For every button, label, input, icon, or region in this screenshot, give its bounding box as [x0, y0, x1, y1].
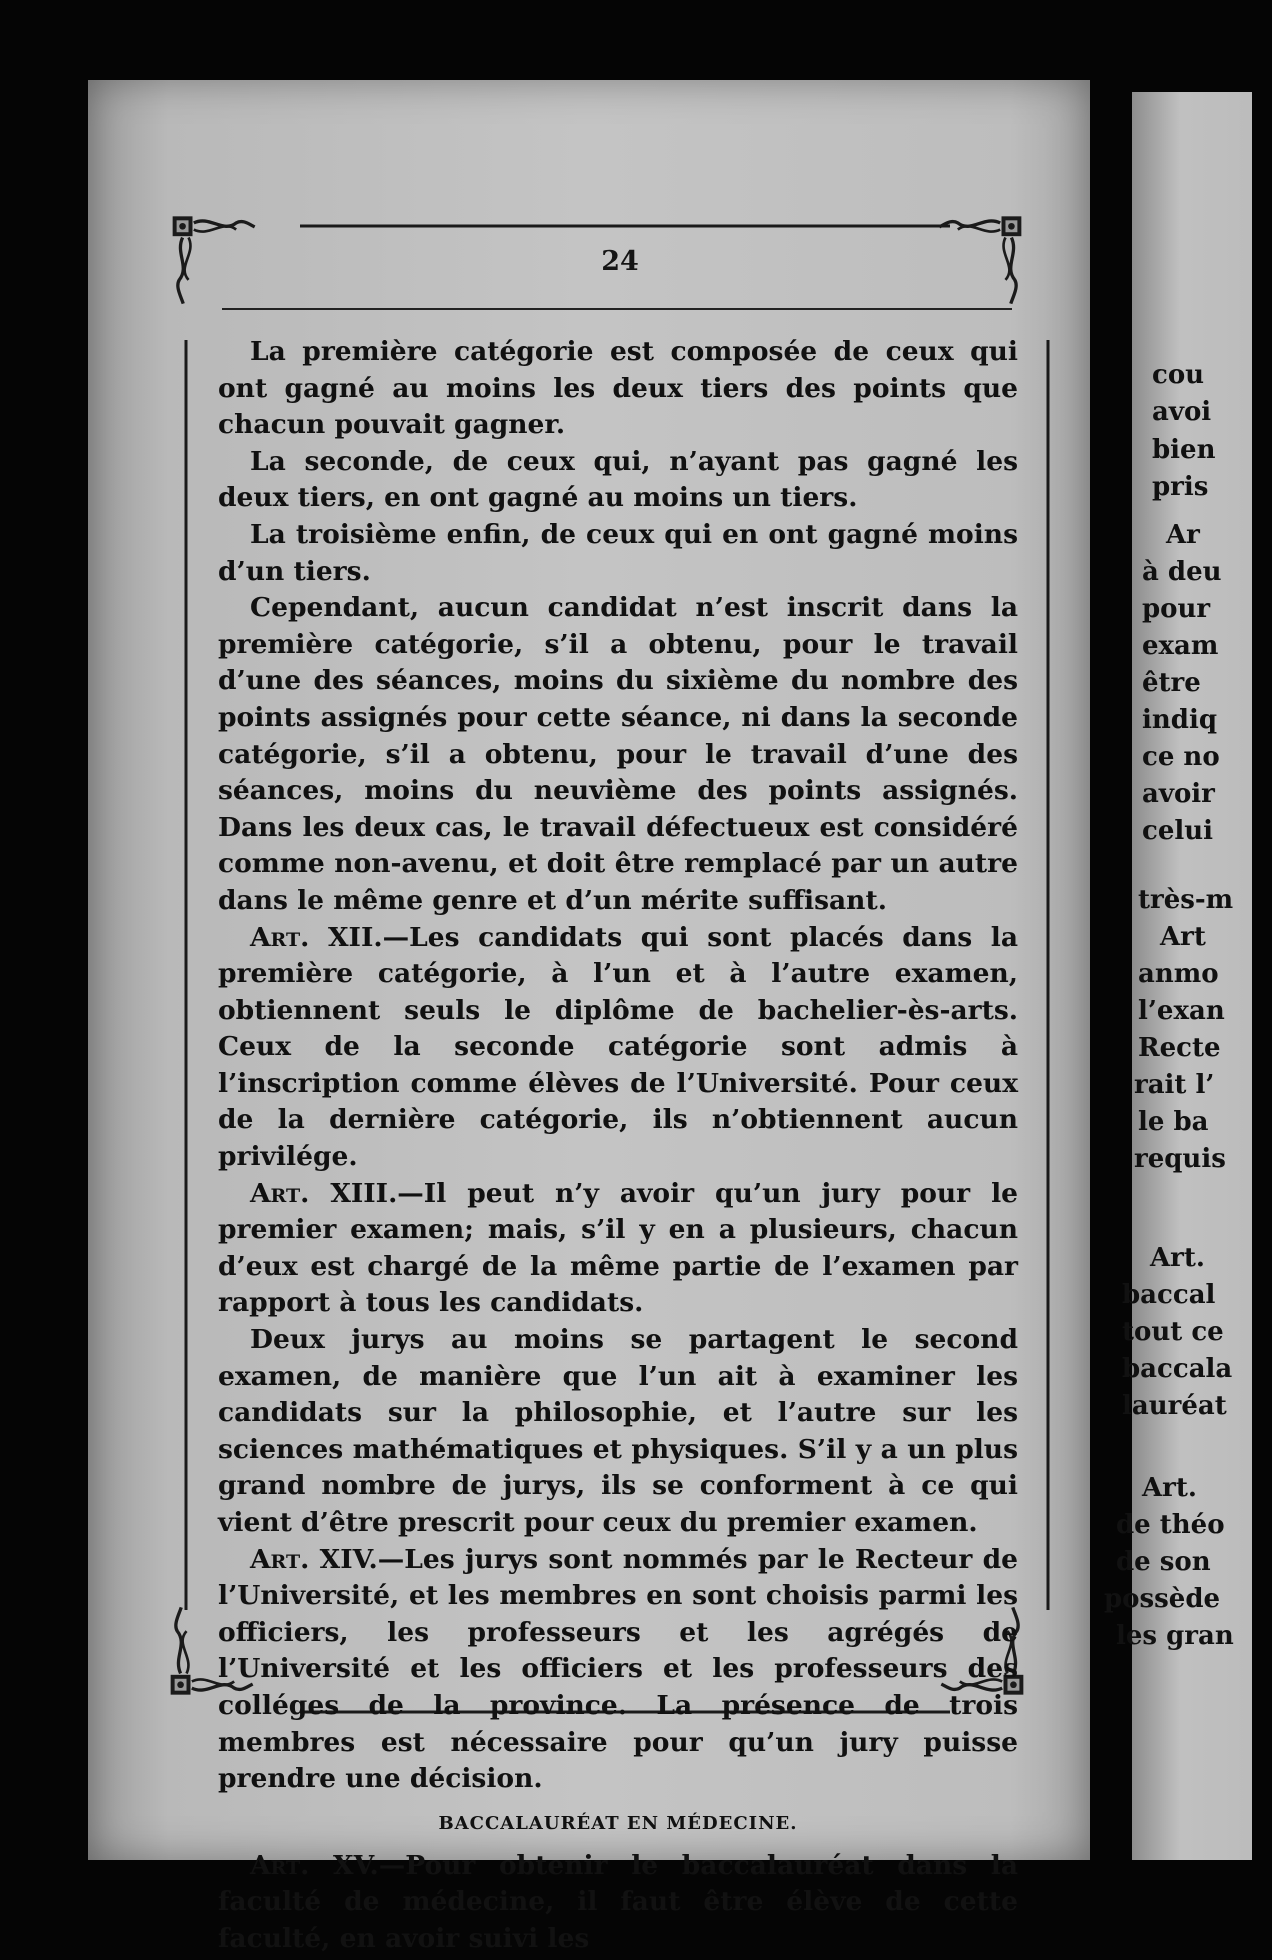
adjacent-page-fragment: de son [1116, 1547, 1211, 1577]
adjacent-page-fragment: très-m [1138, 885, 1234, 915]
adjacent-page-fragment: les gran [1116, 1621, 1234, 1651]
section-heading: BACCALAURÉAT EN MÉDECINE. [438, 1812, 798, 1834]
article-label: Art. XIII. [250, 1177, 398, 1209]
adjacent-page-fragment: Ar [1166, 520, 1200, 550]
adjacent-page-fragment: anmo [1138, 959, 1219, 989]
adjacent-page-fragment: pris [1152, 472, 1209, 502]
adjacent-page-fragment: le ba [1138, 1107, 1209, 1137]
article-paragraph [218, 1176, 1018, 1322]
header-rule [222, 308, 1012, 310]
adjacent-page-fragment: ce no [1142, 742, 1220, 772]
adjacent-page-fragment: baccal [1122, 1280, 1216, 1310]
paragraph: Cependant, aucun candidat n’est inscrit dans la première catégorie, s’il a obtenu, pour le travail d’une des séances, moins du sixième du nombre des points assignés pour cette séance, ni dans la seconde catégorie, s’il a obtenu, pour le travail d’une des séances, moins du neuvième des points assignés. Dans les deux cas, le travail défectueux est considéré comme non-avenu, et doit être remplacé par un autre dans le même genre et d’un mérite suffisant. [218, 592, 1018, 916]
article-label: Art. XII. [250, 921, 383, 953]
adjacent-page-fragment: Art. [1150, 1243, 1205, 1273]
adjacent-page-fragment: Art. [1142, 1473, 1197, 1503]
article-label: Art. XIV. [250, 1543, 378, 1575]
adjacent-page-fragment: possède [1104, 1584, 1221, 1614]
adjacent-page-fragment: pour [1142, 594, 1211, 624]
article-text: —Les candidats qui sont placés dans la première catégorie, à l’un et à l’autre examen, obtiennent seuls le diplôme de bachelier-ès-arts. Ceux de la seconde catégorie sont admis à l’inscription comme élèves de l’Université. Pour ceux de la dernière catégorie, ils n’obtiennent aucun privilége. [218, 921, 1018, 1173]
article-paragraph [218, 1848, 1018, 1958]
adjacent-page-fragment: lauréat [1122, 1391, 1227, 1421]
paragraph: Deux jurys au moins se partagent le second examen, de manière que l’un ait à examiner les candidats sur la philosophie, et l’autre sur les sciences mathématiques et physiques. S’il y a un plus grand nombre de jurys, ils se conforment à ce qui vient d’être prescrit pour ceux du premier examen. [218, 1324, 1018, 1538]
article-label: Art. XV. [250, 1849, 379, 1881]
adjacent-page-fragment: cou [1152, 360, 1205, 390]
adjacent-page-fragment: rait l’ [1134, 1070, 1215, 1100]
adjacent-page-fragment: à deu [1142, 557, 1222, 587]
adjacent-page-fragment: l’exan [1138, 996, 1225, 1026]
paragraph: La première catégorie est composée de ceux qui ont gagné au moins les deux tiers des points que chacun pouvait gagner. [218, 336, 1018, 441]
page-body [218, 334, 1018, 1958]
adjacent-page-fragment: avoir [1142, 779, 1215, 809]
paragraph: La troisième enfin, de ceux qui en ont gagné moins d’un tiers. [218, 518, 1018, 587]
adjacent-page-fragment: être [1142, 668, 1201, 698]
article-text: —Il peut n’y avoir qu’un jury pour le premier examen; mais, s’il y en a plusieurs, chacun d’eux est chargé de la même partie de l’examen par rapport à tous les candidats. [218, 1177, 1018, 1319]
adjacent-page-fragment: bien [1152, 435, 1216, 465]
paragraph: La seconde, de ceux qui, n’ayant pas gagné les deux tiers, en ont gagné au moins un tiers. [218, 445, 1018, 514]
adjacent-page-fragment: Art [1160, 922, 1206, 952]
article-text: —Pour obtenir le baccalauréat dans la faculté de médecine, il faut être élève de cette faculté, en avoir suivi les [218, 1849, 1019, 1954]
article-paragraph [218, 920, 1018, 1176]
adjacent-page-fragment: celui [1142, 816, 1214, 846]
article-paragraph [218, 1542, 1018, 1798]
adjacent-page-fragment: exam [1142, 631, 1219, 661]
adjacent-page-fragment: indiq [1142, 705, 1218, 735]
adjacent-page-fragment: baccala [1122, 1354, 1233, 1384]
adjacent-page-fragment: Recte [1138, 1033, 1221, 1063]
page-number: 24 [601, 246, 639, 277]
article-text: —Les jurys sont nommés par le Recteur de l’Université, et les membres en sont choisis parmi les officiers, les professeurs et les agrégés de l’Université et les officiers et les professeurs des colléges de la province. La présence de trois membres est nécessaire pour qu’un jury puisse prendre une décision. [218, 1543, 1019, 1795]
adjacent-page-fragment: avoi [1152, 397, 1212, 427]
adjacent-page-fragment: de théo [1116, 1510, 1225, 1540]
adjacent-page-fragment: requis [1134, 1144, 1226, 1174]
adjacent-page-fragment: tout ce [1122, 1317, 1224, 1347]
adjacent-page-edge [1104, 92, 1252, 1860]
